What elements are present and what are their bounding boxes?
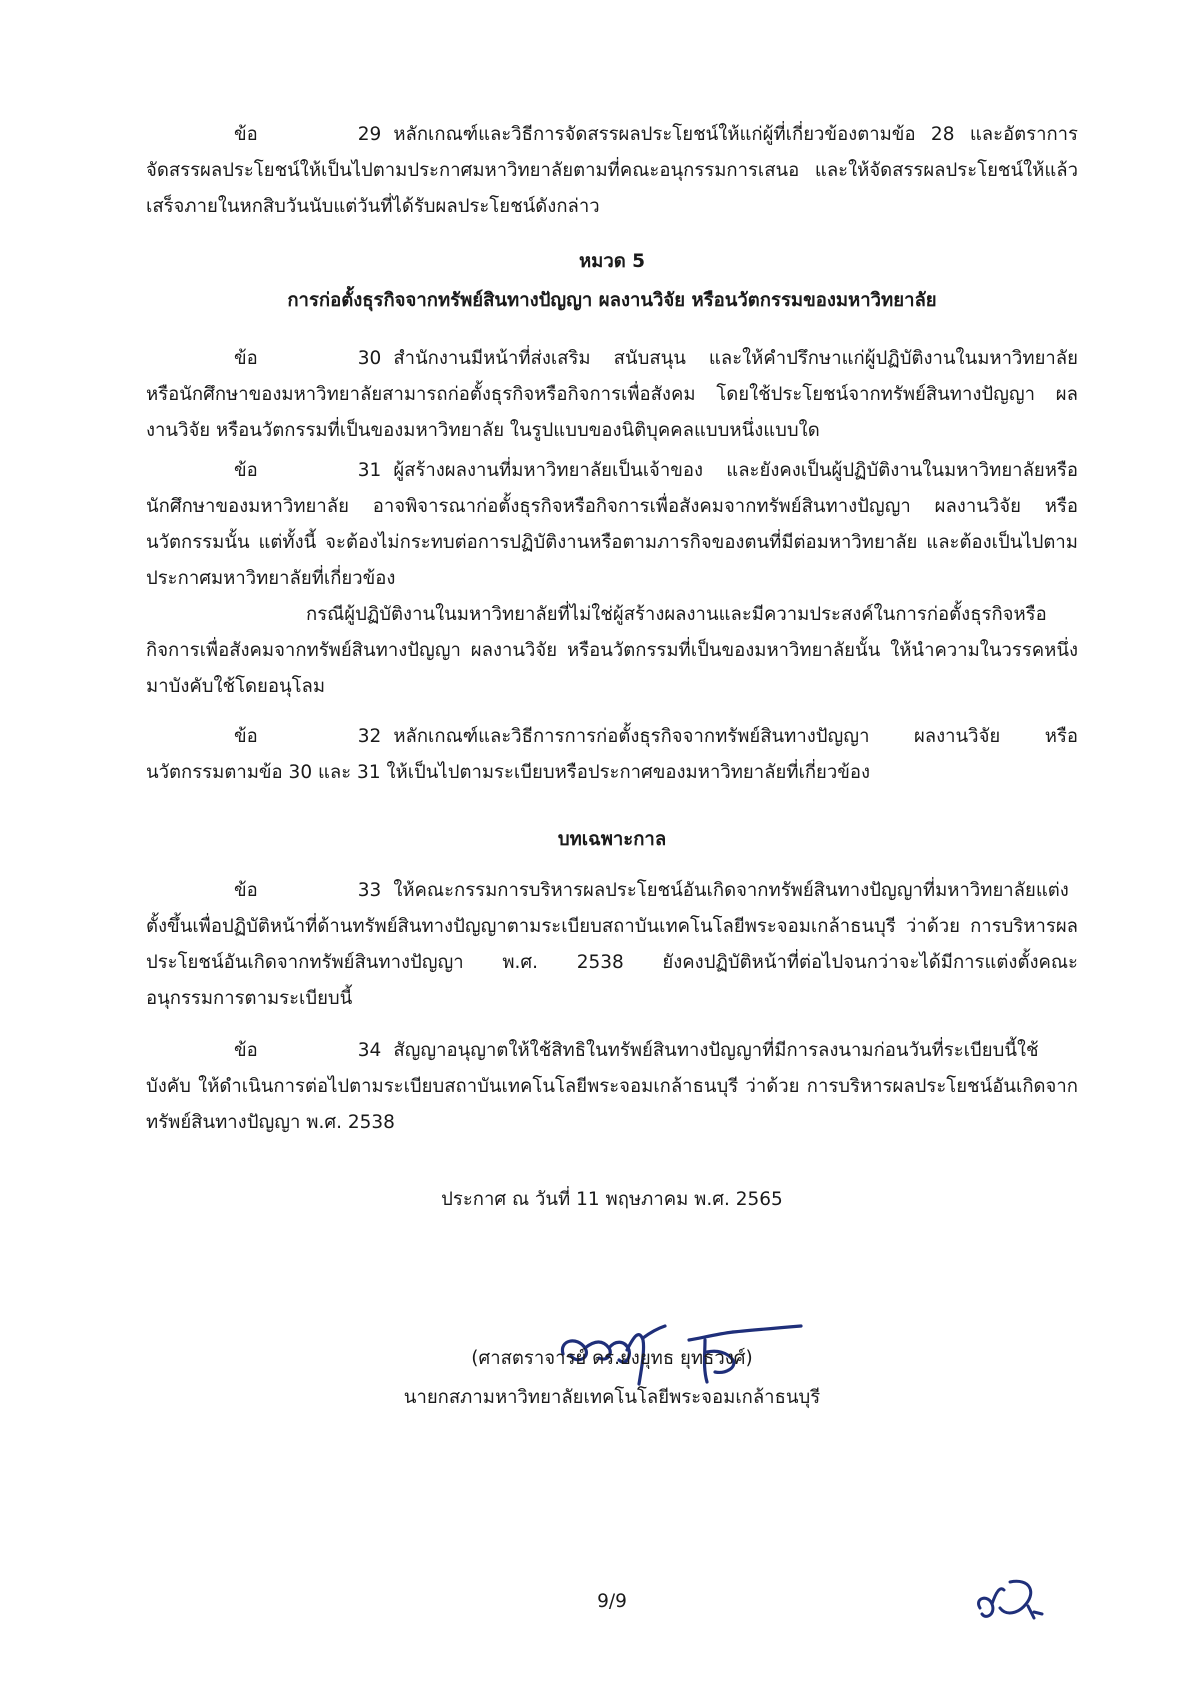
clause-text: หลักเกณฑ์และวิธีการจัดสรรผลประโยชน์ให้แก่ผู้ที่เกี่ยวข้องตามข้อ 28 และอัตราการจัดสรรผลประโยชน์ให้เป็นไปตามประกาศมหาวิทยาลัยตามที่คณะอนุกรรมการเสนอ และให้จัดสรรผลประโยชน์ให้แล้วเสร็จภายในหกสิบวันนับแต่วันที่ได้รับผลประโยชน์ดังกล่าว — [146, 124, 1078, 217]
clause-label: ข้อ — [234, 880, 258, 901]
clause-34-paragraph — [146, 1033, 1078, 1141]
clause-text: สำนักงานมีหน้าที่ส่งเสริม สนับสนุน และให้คำปรึกษาแก่ผู้ปฏิบัติงานในมหาวิทยาลัย หรือนักศึกษาของมหาวิทยาลัยสามารถก่อตั้งธุรกิจหรือกิจการเพื่อสังคม โดยใช้ประโยชน์จากทรัพย์สินทางปัญญา ผลงานวิจัย หรือนวัตกรรมที่เป็นของมหาวิทยาลัย ในรูปแบบของนิติบุคคลแบบหนึ่งแบบใด — [146, 348, 1078, 441]
clause-29 — [146, 117, 1078, 225]
clause-34 — [146, 1033, 1078, 1141]
chapter-subtitle: การก่อตั้งธุรกิจจากทรัพย์สินทางปัญญา ผลงานวิจัย หรือนวัตกรรมของมหาวิทยาลัย — [287, 290, 937, 311]
clause-33 — [146, 873, 1078, 1017]
clause-number: 32 — [357, 726, 382, 747]
clause-number: 30 — [357, 348, 382, 369]
clause-label: ข้อ — [234, 348, 258, 369]
clause-32-paragraph — [146, 719, 1078, 791]
clause-text: หลักเกณฑ์และวิธีการการก่อตั้งธุรกิจจากทรัพย์สินทางปัญญา ผลงานวิจัย หรือนวัตกรรมตามข้อ 30 และ 31 ให้เป็นไปตามระเบียบหรือประกาศของมหาวิทยาลัยที่เกี่ยวข้อง — [146, 726, 1078, 783]
clause-31-paragraph-2: กรณีผู้ปฏิบัติงานในมหาวิทยาลัยที่ไม่ใช่ผู้สร้างผลงานและมีความประสงค์ในการก่อตั้งธุรกิจหรือกิจการเพื่อสังคมจากทรัพย์สินทางปัญญา ผลงานวิจัย หรือนวัตกรรมที่เป็นของมหาวิทยาลัยนั้น ให้นำความในวรรคหนึ่งมาบังคับใช้โดยอนุโลม — [146, 604, 1078, 697]
clause-number: 34 — [357, 1040, 382, 1061]
clause-number: 33 — [357, 880, 382, 901]
clause-label: ข้อ — [234, 726, 258, 747]
transitional-title: บทเฉพาะกาล — [557, 829, 667, 850]
clause-number: 31 — [357, 460, 382, 481]
clause-text: สัญญาอนุญาตให้ใช้สิทธิในทรัพย์สินทางปัญญาที่มีการลงนามก่อนวันที่ระเบียบนี้ใช้บังคับ ให้ดำเนินการต่อไปตามระเบียบสถาบันเทคโนโลยีพระจอมเกล้าธนบุรี ว่าด้วย การบริหารผลประโยชน์อันเกิดจากทรัพย์สินทางปัญญา พ.ศ. 2538 — [146, 1040, 1078, 1133]
clause-number: 29 — [357, 124, 382, 145]
initials-image — [970, 1568, 1050, 1632]
clause-33-paragraph — [146, 873, 1078, 1017]
clause-label: ข้อ — [234, 460, 258, 481]
clause-30 — [146, 341, 1078, 449]
clause-32 — [146, 719, 1078, 791]
clause-text: ให้คณะกรรมการบริหารผลประโยชน์อันเกิดจากทรัพย์สินทางปัญญาที่มหาวิทยาลัยแต่งตั้งขึ้นเพื่อปฏิบัติหน้าที่ด้านทรัพย์สินทางปัญญาตามระเบียบสถาบันเทคโนโลยีพระจอมเกล้าธนบุรี ว่าด้วย การบริหารผลประโยชน์อันเกิดจากทรัพย์สินทางปัญญา พ.ศ. 2538 ยังคงปฏิบัติหน้าที่ต่อไปจนกว่าจะได้มีการแต่งตั้งคณะอนุกรรมการตามระเบียบนี้ — [146, 880, 1078, 1009]
clause-30-paragraph — [146, 341, 1078, 449]
page-number: 9/9 — [597, 1591, 627, 1612]
clause-label: ข้อ — [234, 1040, 258, 1061]
clause-label: ข้อ — [234, 124, 258, 145]
announcement-date: ประกาศ ณ วันที่ 11 พฤษภาคม พ.ศ. 2565 — [441, 1189, 783, 1210]
clause-31-paragraph — [146, 453, 1078, 597]
signatory-position: นายกสภามหาวิทยาลัยเทคโนโลยีพระจอมเกล้าธนบุรี — [403, 1387, 821, 1408]
chapter-title: หมวด 5 — [578, 251, 646, 272]
clause-text: ผู้สร้างผลงานที่มหาวิทยาลัยเป็นเจ้าของ และยังคงเป็นผู้ปฏิบัติงานในมหาวิทยาลัยหรือนักศึกษาของมหาวิทยาลัย อาจพิจารณาก่อตั้งธุรกิจหรือกิจการเพื่อสังคมจากทรัพย์สินทางปัญญา ผลงานวิจัย หรือนวัตกรรมนั้น แต่ทั้งนี้ จะต้องไม่กระทบต่อการปฏิบัติงานหรือตามภารกิจของตนที่มีต่อมหาวิทยาลัย และต้องเป็นไปตามประกาศมหาวิทยาลัยที่เกี่ยวข้อง — [146, 460, 1078, 589]
clause-31 — [146, 453, 1078, 705]
signatory-name: (ศาสตราจารย์ ดร.ยงยุทธ ยุทธวงศ์) — [471, 1348, 753, 1369]
clause-29-paragraph — [146, 117, 1078, 225]
